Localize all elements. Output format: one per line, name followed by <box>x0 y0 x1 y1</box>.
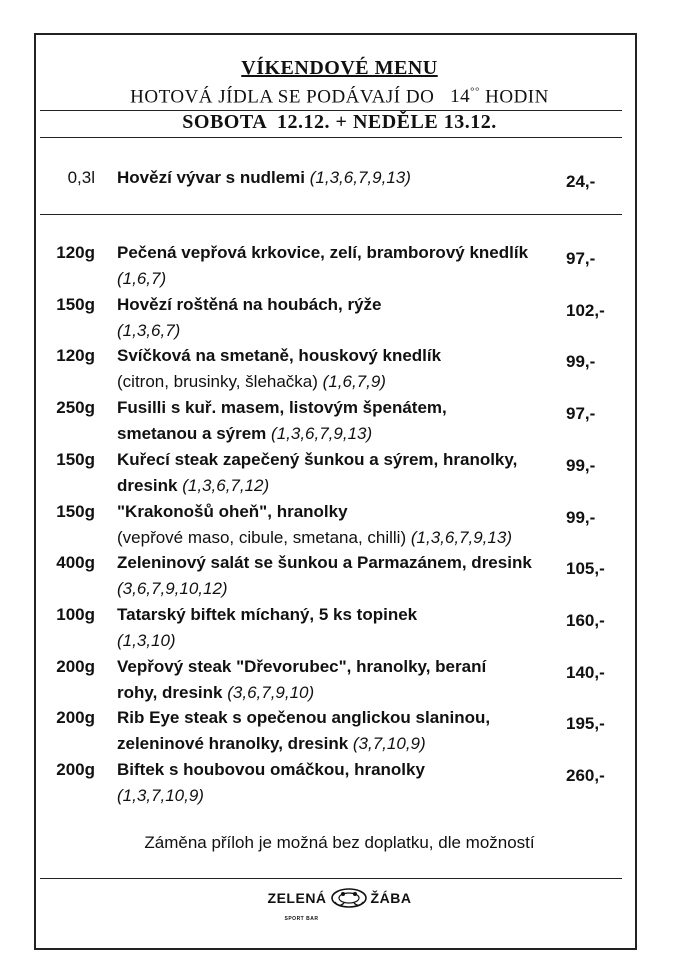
item-name: Svíčková na smetaně, houskový knedlík <box>117 346 442 365</box>
item-name: Pečená vepřová krkovice, zelí, bramborový knedlík <box>117 243 529 262</box>
item-allergens: (1,3,7,10,9) <box>117 786 204 805</box>
item-details-text: (citron, brusinky, šlehačka) <box>117 372 318 391</box>
item-price: 195,- <box>566 714 605 733</box>
item-allergens: (1,6,7) <box>117 269 167 288</box>
item-allergens: (3,6,7,9,10,12) <box>117 579 228 598</box>
item-allergens: (1,3,6,7) <box>117 321 181 340</box>
item-details <box>117 628 557 654</box>
divider <box>40 137 622 138</box>
item-name: Hovězí roštěná na houbách, rýže <box>117 295 382 314</box>
item-details <box>117 525 557 551</box>
item-details <box>117 731 557 757</box>
item-price: 99,- <box>566 508 596 527</box>
subtitle-hour-word: HODIN <box>485 86 549 108</box>
item-details <box>117 680 557 706</box>
divider <box>40 878 622 879</box>
menu-title: VÍKENDOVÉ MENU <box>241 57 438 79</box>
menu-subtitle <box>0 86 679 108</box>
subtitle-text: HOTOVÁ JÍDLA SE PODÁVAJÍ DO <box>130 86 435 108</box>
item-price: 99,- <box>566 456 596 475</box>
side-dish-note: Záměna příloh je možná bez doplatku, dle možností <box>144 833 535 852</box>
item-weight: 250g <box>56 398 95 417</box>
item-details-text: smetanou a sýrem <box>117 424 267 443</box>
item-price: 140,- <box>566 663 605 682</box>
item-allergens: (1,6,7,9) <box>322 372 386 391</box>
item-weight: 400g <box>56 553 95 572</box>
item-name: Biftek s houbovou omáčkou, hranolky <box>117 760 425 779</box>
divider <box>40 110 622 111</box>
item-details <box>117 783 557 809</box>
item-name: Hovězí vývar s nudlemi (1,3,6,7,9,13) <box>117 168 411 187</box>
item-weight: 120g <box>56 346 95 365</box>
divider <box>40 214 622 215</box>
item-price: 97,- <box>566 404 596 423</box>
item-allergens: (1,3,6,7,9,13) <box>309 168 411 187</box>
item-details <box>117 473 557 499</box>
logo-left: ZELENÁ <box>267 890 327 906</box>
item-details <box>117 576 557 602</box>
item-price: 97,- <box>566 249 596 268</box>
logo-right: ŽÁBA <box>370 890 412 906</box>
item-weight: 150g <box>56 295 95 314</box>
item-price: 102,- <box>566 301 605 320</box>
item-details <box>117 318 557 344</box>
item-weight: 100g <box>56 605 95 624</box>
item-details-text: zeleninové hranolky, dresink <box>117 734 349 753</box>
item-name: Kuřecí steak zapečený šunkou a sýrem, hranolky, <box>117 450 518 469</box>
item-price: 99,- <box>566 352 596 371</box>
item-allergens: (1,3,10) <box>117 631 176 650</box>
item-weight: 150g <box>56 450 95 469</box>
item-name: Zeleninový salát se šunkou a Parmazánem, dresink <box>117 553 532 572</box>
item-allergens: (1,3,6,7,9,13) <box>410 528 512 547</box>
subtitle-hour: 14°° <box>450 86 480 108</box>
item-price: 105,- <box>566 559 605 578</box>
item-allergens: (3,7,10,9) <box>352 734 426 753</box>
item-weight: 150g <box>56 502 95 521</box>
item-allergens: (1,3,6,7,12) <box>182 476 270 495</box>
item-allergens: (3,6,7,9,10) <box>227 683 315 702</box>
item-details-text: rohy, dresink <box>117 683 223 702</box>
item-details <box>117 266 557 292</box>
item-price: 24,- <box>566 172 596 191</box>
item-weight: 200g <box>56 760 95 779</box>
logo-sub: SPORT BAR <box>284 916 319 922</box>
item-weight: 200g <box>56 657 95 676</box>
item-name: "Krakonošů oheň", hranolky <box>117 502 348 521</box>
footer-logo <box>0 886 679 922</box>
item-name: Fusilli s kuř. masem, listovým špenátem, <box>117 398 447 417</box>
item-allergens: (1,3,6,7,9,13) <box>271 424 373 443</box>
item-weight: 120g <box>56 243 95 262</box>
logo <box>268 886 412 910</box>
item-weight: 0,3l <box>67 168 95 187</box>
item-name: Rib Eye steak s opečenou anglickou slaninou, <box>117 708 491 727</box>
item-details-text: (vepřové maso, cibule, smetana, chilli) <box>117 528 407 547</box>
frog-icon <box>329 886 369 910</box>
item-name: Vepřový steak "Dřevorubec", hranolky, beraní <box>117 657 487 676</box>
item-price: 160,- <box>566 611 605 630</box>
item-price: 260,- <box>566 766 605 785</box>
menu-dates: SOBOTA 12.12. + NEDĚLE 13.12. <box>182 111 497 133</box>
item-details-text: dresink <box>117 476 178 495</box>
item-details <box>117 369 557 395</box>
item-weight: 200g <box>56 708 95 727</box>
item-details <box>117 421 557 447</box>
item-name: Tatarský biftek míchaný, 5 ks topinek <box>117 605 418 624</box>
